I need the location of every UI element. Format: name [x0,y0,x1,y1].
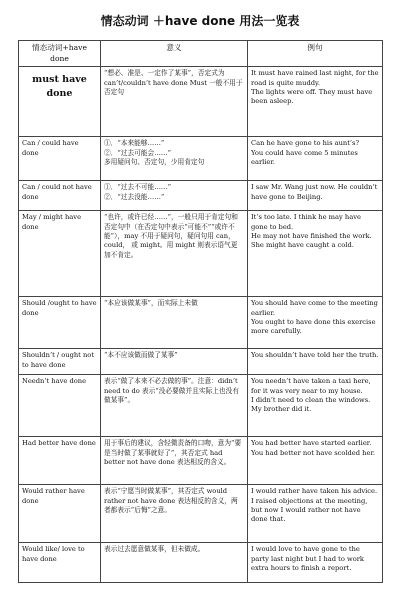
meaning-line: 多用疑问句、否定句，少用肯定句 [104,158,205,166]
example-line: You shouldn’t have told her the truth. [251,351,379,360]
meaning-cell [101,181,248,211]
meaning-cell [101,137,248,181]
meaning-line: “也许，或许已经……”，一般只用于肯定句和否定句中（在否定句中表示“可能不”“或许不能”），may 不用于疑问句，疑问句用 can， could， 或 might。用 might 则表示语气更加不肯定。 [104,213,238,259]
meaning-line: ①．“本来能够……” [104,139,165,148]
usage-table [18,40,383,583]
example-line: I didn’t need to clean the windows. My brother did it. [251,396,371,414]
table-row [19,543,383,583]
examples-cell [248,211,383,297]
header-meaning: 意义 [101,41,248,67]
example-line: You had better not have scolded her. [251,448,376,457]
examples-cell [248,137,383,181]
header-examples: 例句 [248,41,383,67]
example-line: I would rather have taken his advice. [251,487,378,496]
example-line: The lights were off. They must have been asleep. [251,88,373,106]
table-row [19,211,383,297]
form-cell: Can / could not have done [19,181,101,211]
examples-cell [248,375,383,437]
examples-cell [248,349,383,375]
form-cell: Shouldn’t / ought not to have done [19,349,101,375]
form-cell: Would rather have done [19,485,101,543]
table-row [19,437,383,485]
examples-cell [248,485,383,543]
table-row [19,67,383,137]
example-line: I raised objections at the meeting, but now I would rather not have done that. [251,496,368,524]
meaning-line: 表示“宁愿当时做某事”，其否定式 would rather not have done 表达相反的含义，两者都表示“后悔”之意。 [104,487,238,514]
example-line: I saw Mr. Wang just now. He couldn’t have gone to Beijing. [251,183,378,201]
form-cell: Can / could have done [19,137,101,181]
meaning-cell [101,67,248,137]
example-line: I would love to have gone to the party last night but I had to work extra hours to finish a report. [251,545,364,572]
meaning-cell [101,375,248,437]
examples-cell [248,297,383,349]
meaning-line: “本不应该做而做了某事” [104,351,178,360]
form-cell: Needn’t have done [19,375,101,437]
meaning-line: 表示“做了本来不必去做的事”。注意：didn’t need to do 表示“没必要做并且实际上也没有做某事”。 [104,377,239,404]
meaning-line: “想必、准是、一定作了某事”，否定式为 can’t/couldn’t have done Must 一般不用于否定句 [104,69,243,96]
table-row [19,349,383,375]
meaning-cell [101,297,248,349]
example-line: It’s too late. I think he may have gone to bed. [251,213,361,231]
example-line: You ought to have done this exercise more carefully. [251,318,376,336]
meaning-cell [101,349,248,375]
form-cell: May / might have done [19,211,101,297]
examples-cell [248,67,383,137]
example-line: You needn’t have taken a taxi here, for it was very near to my house. [251,377,371,395]
examples-cell [248,181,383,211]
example-line: Can he have gone to his aunt’s? [251,139,360,148]
form-cell: Would like/ love to have done [19,543,101,583]
meaning-line: ①．“过去不可能……” [104,183,172,192]
table-row [19,181,383,211]
example-line: You could have come 5 minutes earlier. [251,148,358,166]
meaning-line: ②．“过去没能……” [104,192,165,201]
form-cell: Should /ought to have done [19,297,101,349]
table-row [19,375,383,437]
meaning-line: 用于事后的建议，含轻微责备的口吻，意为“要是当时做了某事就好了”，其否定式 had better not have done 表达相反的含义。 [104,439,242,466]
meaning-line: 表示过去愿意做某事，但未做成。 [104,545,205,554]
example-line: He may not have finished the work. [251,232,372,240]
table-row [19,137,383,181]
document-title: 情态动词 ＋have done 用法一览表 [100,14,300,28]
header-form: 情态动词+have done [19,41,101,67]
example-line: She might have caught a cold. [251,241,354,250]
header-row [19,41,383,67]
table-row [19,485,383,543]
example-line: You should have come to the meeting earlier. [251,299,378,317]
examples-cell [248,543,383,583]
meaning-line: ②．“过去可能会……” [104,148,172,157]
table-row [19,297,383,349]
form-cell: must have done [19,67,101,137]
meaning-line: “本应该做某事”，而实际上未做 [104,299,198,308]
meaning-cell [101,211,248,297]
meaning-cell [101,543,248,583]
meaning-cell [101,437,248,485]
form-cell: Had better have done [19,437,101,485]
example-line: You had better have started earlier. [251,439,372,448]
meaning-cell [101,485,248,543]
example-line: It must have rained last night, for the road is quite muddy. [251,69,379,87]
examples-cell [248,437,383,485]
